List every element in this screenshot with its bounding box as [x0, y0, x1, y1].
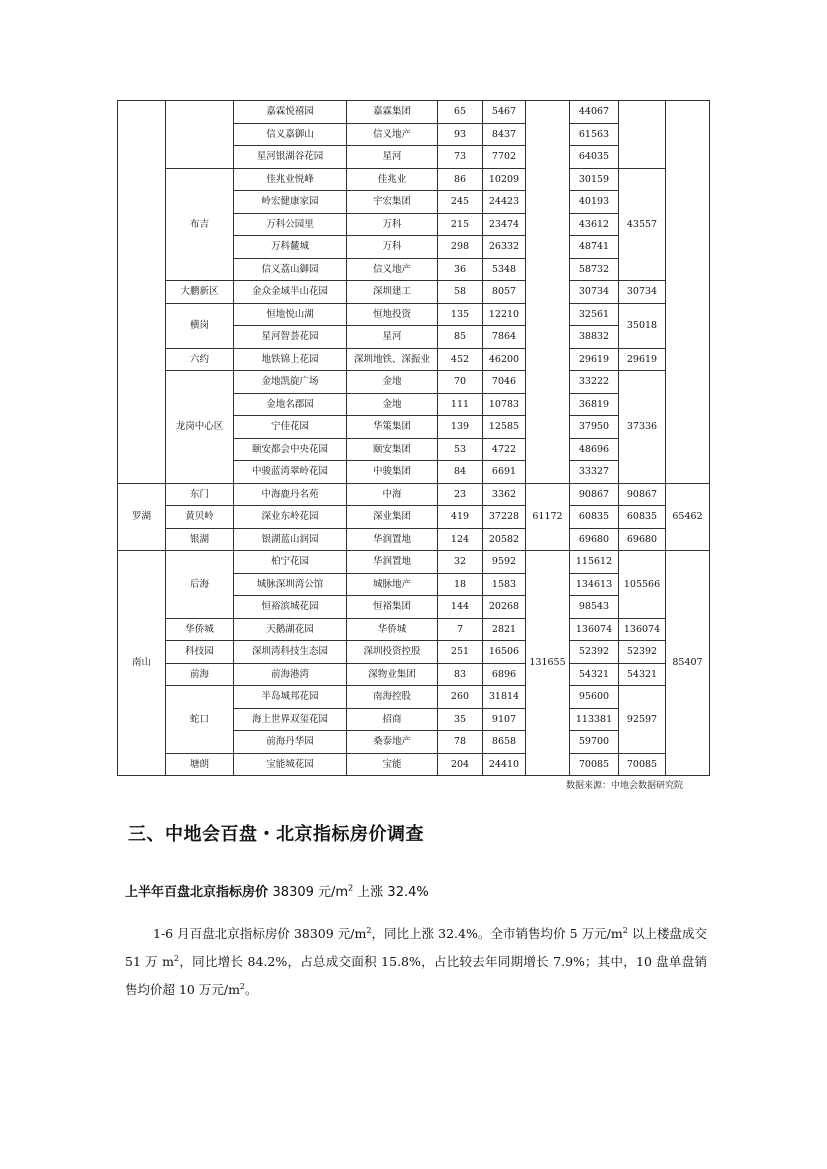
developer-cell: 中骏集团 — [347, 461, 438, 484]
developer-cell: 信义地产 — [347, 123, 438, 146]
block-avg-cell: 37336 — [619, 371, 666, 484]
area-cell: 12585 — [483, 416, 526, 439]
para-sup: 2 — [174, 953, 180, 963]
project-cell: 金地名郡园 — [234, 393, 347, 416]
body-paragraph — [125, 920, 707, 1004]
block-cell: 后海 — [166, 551, 234, 619]
district-cell — [118, 101, 166, 484]
price-cell: 95600 — [570, 686, 619, 709]
subtitle-suffix: 上涨 32.4% — [353, 885, 429, 900]
project-cell: 恒裕滨城花园 — [234, 596, 347, 619]
units-cell: 215 — [438, 213, 483, 236]
units-cell: 78 — [438, 731, 483, 754]
developer-cell: 信义地产 — [347, 258, 438, 281]
area-cell: 24423 — [483, 191, 526, 214]
area-cell: 8437 — [483, 123, 526, 146]
district-avg-cell: 61172 — [526, 483, 570, 551]
units-cell: 204 — [438, 753, 483, 776]
table-row — [118, 348, 710, 371]
price-cell: 113381 — [570, 708, 619, 731]
project-cell: 前海港湾 — [234, 663, 347, 686]
project-cell: 颐安都会中央花园 — [234, 438, 347, 461]
area-cell: 46200 — [483, 348, 526, 371]
units-cell: 32 — [438, 551, 483, 574]
project-cell: 万科麓城 — [234, 236, 347, 259]
project-cell: 金众金域半山花园 — [234, 281, 347, 304]
price-cell: 98543 — [570, 596, 619, 619]
para-sup: 2 — [622, 925, 628, 935]
housing-price-table — [117, 100, 710, 776]
units-cell: 419 — [438, 506, 483, 529]
project-cell: 柏宁花园 — [234, 551, 347, 574]
price-cell: 43612 — [570, 213, 619, 236]
units-cell: 139 — [438, 416, 483, 439]
area-cell: 2821 — [483, 618, 526, 641]
price-cell: 115612 — [570, 551, 619, 574]
developer-cell: 星河 — [347, 326, 438, 349]
project-cell: 星河智荟花园 — [234, 326, 347, 349]
block-cell: 塘朗 — [166, 753, 234, 776]
units-cell: 58 — [438, 281, 483, 304]
area-cell: 4722 — [483, 438, 526, 461]
area-cell: 26332 — [483, 236, 526, 259]
area-cell: 20268 — [483, 596, 526, 619]
block-cell: 黄贝岭 — [166, 506, 234, 529]
block-cell — [166, 101, 234, 169]
developer-cell: 宇宏集团 — [347, 191, 438, 214]
price-cell: 44067 — [570, 101, 619, 124]
table-row — [118, 528, 710, 551]
block-avg-cell: 105566 — [619, 551, 666, 619]
project-cell: 嘉霖悦禧园 — [234, 101, 347, 124]
area-cell: 8658 — [483, 731, 526, 754]
subtitle-sup: 2 — [348, 883, 354, 893]
district-avg2-cell — [666, 101, 710, 484]
price-cell: 136074 — [570, 618, 619, 641]
project-cell: 海上世界双玺花园 — [234, 708, 347, 731]
price-cell: 37950 — [570, 416, 619, 439]
block-avg-cell: 69680 — [619, 528, 666, 551]
block-avg-cell: 60835 — [619, 506, 666, 529]
units-cell: 23 — [438, 483, 483, 506]
block-avg-cell: 35018 — [619, 303, 666, 348]
table-row — [118, 281, 710, 304]
price-cell: 40193 — [570, 191, 619, 214]
block-avg-cell — [619, 101, 666, 169]
developer-cell: 恒地投资 — [347, 303, 438, 326]
area-cell: 23474 — [483, 213, 526, 236]
developer-cell: 桑泰地产 — [347, 731, 438, 754]
developer-cell: 华润置地 — [347, 551, 438, 574]
area-cell: 10783 — [483, 393, 526, 416]
area-cell: 3362 — [483, 483, 526, 506]
units-cell: 18 — [438, 573, 483, 596]
price-cell: 61563 — [570, 123, 619, 146]
units-cell: 84 — [438, 461, 483, 484]
area-cell: 16506 — [483, 641, 526, 664]
project-cell: 深业东岭花园 — [234, 506, 347, 529]
price-cell: 48696 — [570, 438, 619, 461]
units-cell: 85 — [438, 326, 483, 349]
para-sup: 2 — [239, 981, 246, 991]
district-avg2-cell: 85407 — [666, 551, 710, 776]
price-cell: 54321 — [570, 663, 619, 686]
project-cell: 前海丹华园 — [234, 731, 347, 754]
developer-cell: 颐安集团 — [347, 438, 438, 461]
subtitle-value: 38309 元/m — [272, 885, 349, 900]
project-cell: 银湖蓝山润园 — [234, 528, 347, 551]
project-cell: 信义荔山御园 — [234, 258, 347, 281]
developer-cell: 招商 — [347, 708, 438, 731]
block-cell: 前海 — [166, 663, 234, 686]
section-subtitle — [125, 881, 429, 900]
units-cell: 298 — [438, 236, 483, 259]
price-cell: 32561 — [570, 303, 619, 326]
price-cell: 58732 — [570, 258, 619, 281]
area-cell: 8057 — [483, 281, 526, 304]
table-row — [118, 168, 710, 191]
price-cell: 90867 — [570, 483, 619, 506]
developer-cell: 万科 — [347, 213, 438, 236]
developer-cell: 深物业集团 — [347, 663, 438, 686]
developer-cell: 中海 — [347, 483, 438, 506]
section-heading: 三、中地会百盘・北京指标房价调查 — [128, 824, 424, 845]
table-row — [118, 101, 710, 124]
block-avg-cell: 29619 — [619, 348, 666, 371]
district-cell: 罗湖 — [118, 483, 166, 551]
block-cell: 龙岗中心区 — [166, 371, 234, 484]
para-part: ，同比增长 84.2%，占总成交面积 15.8%，占比较去年同期增长 7.9%；其中，10 盘单盘销售均价超 10 万元/m — [125, 954, 707, 997]
developer-cell: 深业集团 — [347, 506, 438, 529]
block-avg-cell: 30734 — [619, 281, 666, 304]
developer-cell: 华侨城 — [347, 618, 438, 641]
units-cell: 53 — [438, 438, 483, 461]
data-source-note: 数据来源：中地会数据研究院 — [566, 781, 684, 791]
developer-cell: 恒裕集团 — [347, 596, 438, 619]
table-row — [118, 663, 710, 686]
table-row — [118, 641, 710, 664]
para-sup: 2 — [366, 925, 372, 935]
price-cell: 70085 — [570, 753, 619, 776]
price-cell: 52392 — [570, 641, 619, 664]
block-cell: 六约 — [166, 348, 234, 371]
block-cell: 东门 — [166, 483, 234, 506]
block-cell: 横岗 — [166, 303, 234, 348]
developer-cell: 华策集团 — [347, 416, 438, 439]
units-cell: 70 — [438, 371, 483, 394]
area-cell: 12210 — [483, 303, 526, 326]
units-cell: 251 — [438, 641, 483, 664]
block-avg-cell: 70085 — [619, 753, 666, 776]
price-cell: 33222 — [570, 371, 619, 394]
units-cell: 7 — [438, 618, 483, 641]
units-cell: 245 — [438, 191, 483, 214]
price-cell: 30159 — [570, 168, 619, 191]
area-cell: 6896 — [483, 663, 526, 686]
project-cell: 信义嘉御山 — [234, 123, 347, 146]
para-part: 以上楼盘成交 51 万 m — [125, 926, 707, 969]
project-cell: 万科公园里 — [234, 213, 347, 236]
area-cell: 31814 — [483, 686, 526, 709]
block-cell: 科技园 — [166, 641, 234, 664]
units-cell: 93 — [438, 123, 483, 146]
district-cell: 南山 — [118, 551, 166, 776]
developer-cell: 金地 — [347, 393, 438, 416]
price-cell: 29619 — [570, 348, 619, 371]
area-cell: 20582 — [483, 528, 526, 551]
project-cell: 星河银湖谷花园 — [234, 146, 347, 169]
area-cell: 9592 — [483, 551, 526, 574]
project-cell: 金地凯旋广场 — [234, 371, 347, 394]
project-cell: 宁佳花园 — [234, 416, 347, 439]
block-avg-cell: 54321 — [619, 663, 666, 686]
units-cell: 36 — [438, 258, 483, 281]
block-cell: 银湖 — [166, 528, 234, 551]
units-cell: 144 — [438, 596, 483, 619]
block-cell: 布吉 — [166, 168, 234, 281]
price-cell: 134613 — [570, 573, 619, 596]
block-cell: 蛇口 — [166, 686, 234, 754]
area-cell: 37228 — [483, 506, 526, 529]
developer-cell: 万科 — [347, 236, 438, 259]
price-cell: 69680 — [570, 528, 619, 551]
units-cell: 124 — [438, 528, 483, 551]
area-cell: 7702 — [483, 146, 526, 169]
table-row — [118, 303, 710, 326]
area-cell: 5467 — [483, 101, 526, 124]
table-row — [118, 618, 710, 641]
block-avg-cell: 136074 — [619, 618, 666, 641]
project-cell: 岭宏健康家园 — [234, 191, 347, 214]
price-cell: 30734 — [570, 281, 619, 304]
project-cell: 宝能城花园 — [234, 753, 347, 776]
table-row — [118, 686, 710, 709]
district-avg-cell: 131655 — [526, 551, 570, 776]
units-cell: 260 — [438, 686, 483, 709]
units-cell: 135 — [438, 303, 483, 326]
developer-cell: 星河 — [347, 146, 438, 169]
units-cell: 35 — [438, 708, 483, 731]
project-cell: 中海鹿丹名苑 — [234, 483, 347, 506]
district-avg2-cell: 65462 — [666, 483, 710, 551]
area-cell: 10209 — [483, 168, 526, 191]
developer-cell: 南海控股 — [347, 686, 438, 709]
price-cell: 60835 — [570, 506, 619, 529]
project-cell: 地铁锦上花园 — [234, 348, 347, 371]
area-cell: 1583 — [483, 573, 526, 596]
units-cell: 86 — [438, 168, 483, 191]
price-cell: 64035 — [570, 146, 619, 169]
developer-cell: 深圳建工 — [347, 281, 438, 304]
developer-cell: 城脉地产 — [347, 573, 438, 596]
price-cell: 38832 — [570, 326, 619, 349]
block-avg-cell: 90867 — [619, 483, 666, 506]
units-cell: 452 — [438, 348, 483, 371]
price-cell: 48741 — [570, 236, 619, 259]
project-cell: 恒地悦山湖 — [234, 303, 347, 326]
block-avg-cell: 52392 — [619, 641, 666, 664]
area-cell: 5348 — [483, 258, 526, 281]
block-cell: 大鹏新区 — [166, 281, 234, 304]
area-cell: 24410 — [483, 753, 526, 776]
price-cell: 36819 — [570, 393, 619, 416]
project-cell: 城脉深圳湾公馆 — [234, 573, 347, 596]
area-cell: 9107 — [483, 708, 526, 731]
developer-cell: 金地 — [347, 371, 438, 394]
table-row — [118, 753, 710, 776]
table-row — [118, 371, 710, 394]
district-avg-cell — [526, 101, 570, 484]
project-cell: 佳兆业悦峰 — [234, 168, 347, 191]
developer-cell: 深圳投资控股 — [347, 641, 438, 664]
project-cell: 天鹅湖花园 — [234, 618, 347, 641]
units-cell: 83 — [438, 663, 483, 686]
price-cell: 33327 — [570, 461, 619, 484]
area-cell: 6691 — [483, 461, 526, 484]
project-cell: 深圳湾科技生态园 — [234, 641, 347, 664]
area-cell: 7046 — [483, 371, 526, 394]
project-cell: 中骏蓝湾翠岭花园 — [234, 461, 347, 484]
para-part: 。 — [245, 982, 258, 997]
developer-cell: 深圳地铁、深振业 — [347, 348, 438, 371]
table-row — [118, 551, 710, 574]
table-row — [118, 506, 710, 529]
price-cell: 59700 — [570, 731, 619, 754]
units-cell: 111 — [438, 393, 483, 416]
developer-cell: 华润置地 — [347, 528, 438, 551]
subtitle-prefix: 上半年百盘北京指标房价 — [125, 885, 273, 900]
units-cell: 65 — [438, 101, 483, 124]
units-cell: 73 — [438, 146, 483, 169]
developer-cell: 宝能 — [347, 753, 438, 776]
table-row — [118, 483, 710, 506]
project-cell: 半岛城邦花园 — [234, 686, 347, 709]
block-avg-cell: 43557 — [619, 168, 666, 281]
area-cell: 7864 — [483, 326, 526, 349]
para-part: 1-6 月百盘北京指标房价 38309 元/m — [153, 926, 367, 941]
developer-cell: 嘉霖集团 — [347, 101, 438, 124]
para-part: ，同比上涨 32.4%。全市销售均价 5 万元/m — [371, 926, 623, 941]
block-cell: 华侨城 — [166, 618, 234, 641]
developer-cell: 佳兆业 — [347, 168, 438, 191]
block-avg-cell: 92597 — [619, 686, 666, 754]
